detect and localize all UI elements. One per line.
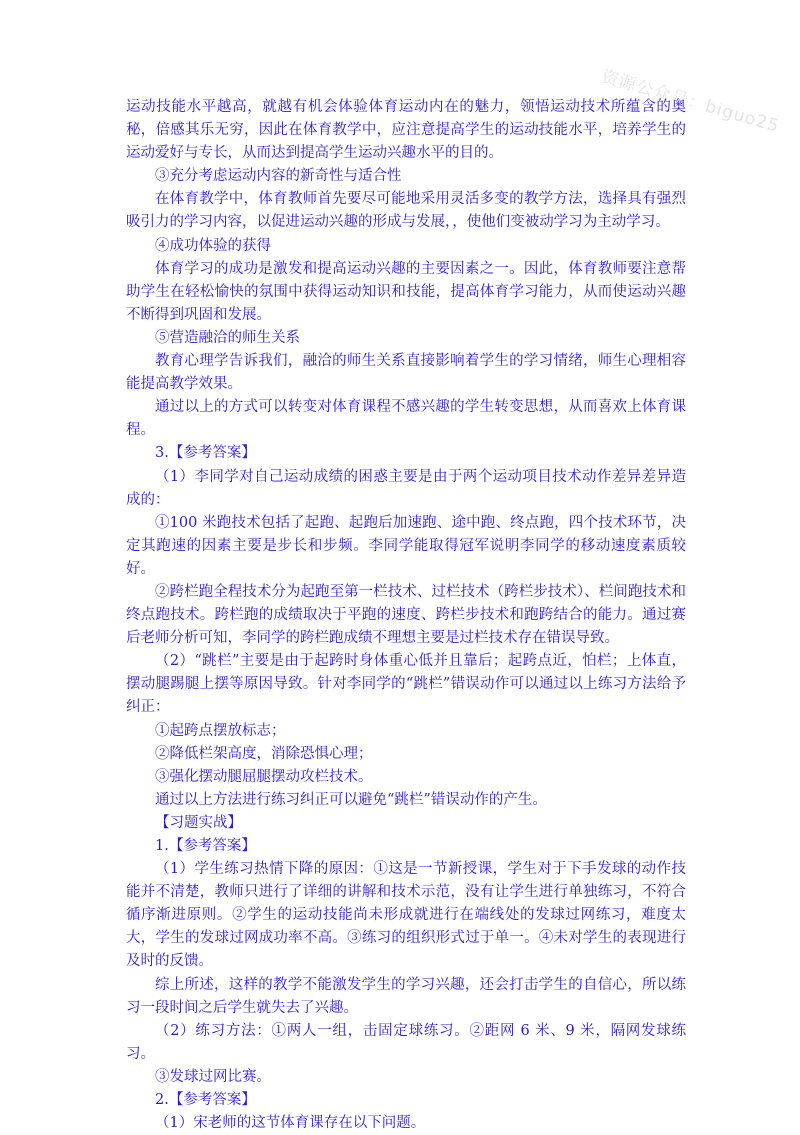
- answer-1-summary: 综上所述，这样的教学不能激发学生的学习兴趣，还会打击学生的自信心，所以练习一段时间之后学生就失去了兴趣。: [126, 976, 686, 1016]
- answer-1-part-1: （1）学生练习热情下降的原因：①这是一节新授课，学生对于下手发球的动作技能并不清楚，教师只进行了详细的讲解和技术示范，没有让学生进行单独练习，不符合循序渐进原则。②学生的运动技能尚未形成就进行在端线处的发球过网练习，难度太大，学生的发球过网成功率不高。③练习的组织形式过于单一。④未对学生的表现进行及时的反馈。: [126, 861, 686, 970]
- answer-3-part-1: （1）李同学对自己运动成绩的困惑主要是由于两个运动项目技术动作差异差异造成的：: [126, 468, 686, 508]
- subheading-novelty: ③充分考虑运动内容的新奇性与适合性: [155, 168, 402, 185]
- answer-3-point-2: ②跨栏跑全程技术分为起跑至第一栏技术、过栏技术（跨栏步技术）、栏间跑技术和终点跑技术。跨栏跑的成绩取决于平跑的速度、跨栏步技术和跑跨结合的能力。通过赛后老师分析可知，李同学的跨栏跑成绩不理想主要是过栏技术存在错误导致。: [126, 583, 686, 647]
- paragraph-conclusion: 通过以上的方式可以转变对体育课程不感兴趣的学生转变思想，从而喜欢上体育课程。: [126, 399, 686, 439]
- answer-3-fix-3: ③强化摆动腿屈腿摆动攻栏技术。: [155, 768, 373, 785]
- answer-3-part-2: （2）“跳栏”主要是由于起跨时身体重心低并且靠后；起跨点近，怕栏；上体直，摆动腿踢腿上摆等原因导致。针对李同学的“跳栏”错误动作可以通过以上练习方法给予纠正：: [126, 653, 686, 716]
- paragraph-teaching-methods: 在体育教学中，体育教师首先要尽可能地采用灵活多变的教学方法，选择具有强烈吸引力的学习内容，以促进运动兴趣的形成与发展，，使他们变被动学习为主动学习。: [126, 191, 686, 231]
- answer-1-part-2: （2）练习方法：①两人一组，击固定球练习。②距网 6 米、9 米，隔网发球练习。: [126, 1022, 686, 1062]
- answer-heading-1: 1.【参考答案】: [155, 838, 256, 854]
- answer-3-point-1: ①100 米跑技术包括了起跑、起跑后加速跑、途中跑、终点跑，四个技术环节，决定其跑速的因素主要是步长和步频。李同学能取得冠军说明李同学的移动速度素质较好。: [126, 514, 686, 577]
- subheading-relationship: ⑤营造融洽的师生关系: [155, 329, 300, 346]
- watermark: 资源公众号：biguo25: [599, 66, 782, 137]
- answer-3-summary: 通过以上方法进行练习纠正可以避免“跳栏”错误动作的产生。: [155, 791, 547, 808]
- answer-2-part-1: （1）宋老师的这节体育课存在以下问题。: [155, 1115, 426, 1132]
- answer-3-fix-2: ②降低栏架高度，消除恐惧心理；: [155, 745, 373, 762]
- subheading-success: ④成功体验的获得: [155, 237, 271, 254]
- document-body: [126, 96, 686, 1135]
- answer-heading-2: 2.【参考答案】: [155, 1092, 256, 1109]
- answer-3-fix-1: ①起跨点摆放标志；: [155, 722, 286, 739]
- paragraph-relationship: 教育心理学告诉我们，融洽的师生关系直接影响着学生的学习情绪，师生心理相容能提高教学效果。: [126, 353, 686, 393]
- section-heading-practice: 【习题实战】: [155, 814, 242, 831]
- paragraph-skill-level: 运动技能水平越高，就越有机会体验体育运动内在的魅力，领悟运动技术所蕴含的奥秘，倍感其乐无穷，因此在体育教学中，应注意提高学生的运动技能水平，培养学生的运动爱好与专长，从而达到提高学生运动兴趣水平的目的。: [126, 99, 686, 162]
- paragraph-success: 体育学习的成功是激发和提高运动兴趣的主要因素之一。因此，体育教师要注意帮助学生在轻松愉快的氛围中获得运动知识和技能，提高体育学习能力，从而使运动兴趣不断得到巩固和发展。: [126, 260, 686, 323]
- answer-1-part-2-cont: ③发球过网比赛。: [155, 1068, 271, 1085]
- answer-heading-3: 3.【参考答案】: [155, 445, 256, 462]
